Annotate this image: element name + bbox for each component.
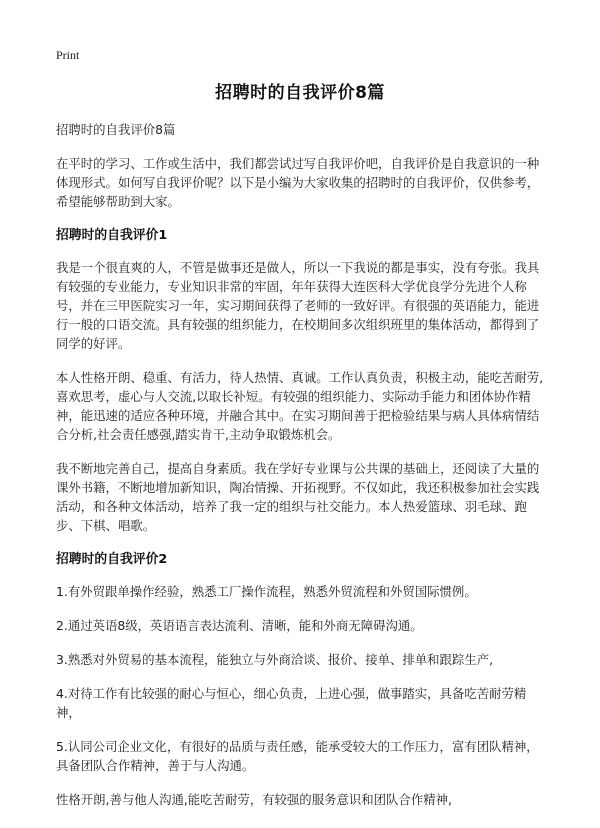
section-heading-2: 招聘时的自我评价2 (56, 552, 168, 567)
document-title: 招聘时的自我评价8篇 (215, 83, 385, 103)
section-1-paragraph-3: 我不断地完善自己，提高自身素质。我在学好专业课与公共课的基础上，还阅读了大量的课外书籍，不断地增加新知识，陶冶情操、开拓视野。不仅如此，我还积极参加社会实践活动，和各种文体活动，培养了我一定的组织与社交能力。本人热爱篮球、羽毛球、跑步、下棋、唱歌。 (56, 461, 540, 533)
document-subtitle: 招聘时的自我评价8篇 (56, 122, 176, 137)
print-link[interactable]: Print (56, 48, 80, 62)
section-2-item-1: 1.有外贸跟单操作经验，熟悉工厂操作流程，熟悉外贸流程和外贸国际惯例。 (56, 584, 477, 599)
intro-paragraph: 在平时的学习、工作或生活中，我们都尝试过写自我评价吧，自我评价是自我意识的一种体现形式。如何写自我评价呢？以下是小编为大家收集的招聘时的自我评价，仅供参考，希望能够帮助到大家。 (56, 156, 540, 209)
section-2-item-5: 5.认同公司企业文化，有很好的品质与责任感，能承受较大的工作压力，富有团队精神，具备团队合作精神，善于与人沟通。 (56, 739, 539, 773)
section-1-paragraph-2: 本人性格开朗、稳重、有活力，待人热情、真诚。工作认真负责，积极主动，能吃苦耐劳,喜欢思考，虚心与人交流,以取长补短。有较强的组织能力、实际动手能力和团体协作精神，能迅速的适应各种环境，并融合其中。在实习期间善于把检验结果与病人具体病情结合分析,社会责任感强,踏实肯干,主动争取锻炼机会。 (56, 370, 544, 442)
section-2-paragraph-final: 性格开朗,善与他人沟通,能吃苦耐劳，有较强的服务意识和团队合作精神, (56, 792, 452, 807)
section-2-item-3: 3.熟悉对外贸易的基本流程，能独立与外商洽谈、报价、接单、排单和跟踪生产, (56, 652, 494, 667)
section-heading-1: 招聘时的自我评价1 (56, 228, 168, 243)
document-body (56, 120, 546, 824)
section-1-paragraph-1: 我是一个很直爽的人，不管是做事还是做人，所以一下我说的都是事实，没有夸张。我具有较强的专业能力，专业知识非常的牢固，年年获得大连医科大学优良学分先进个人称号，并在三甲医院实习一年，实习期间获得了老师的一致好评。有很强的英语能力，能进行一般的口语交流。具有较强的组织能力，在校期间多次组织班里的集体活动，都得到了同学的好评。 (56, 260, 540, 351)
section-2-item-2: 2.通过英语8级，英语语言表达流利、清晰，能和外商无障碍沟通。 (56, 618, 423, 633)
section-2-item-4: 4.对待工作有比较强的耐心与恒心，细心负责，上进心强，做事踏实，具备吃苦耐劳精神， (56, 686, 527, 720)
